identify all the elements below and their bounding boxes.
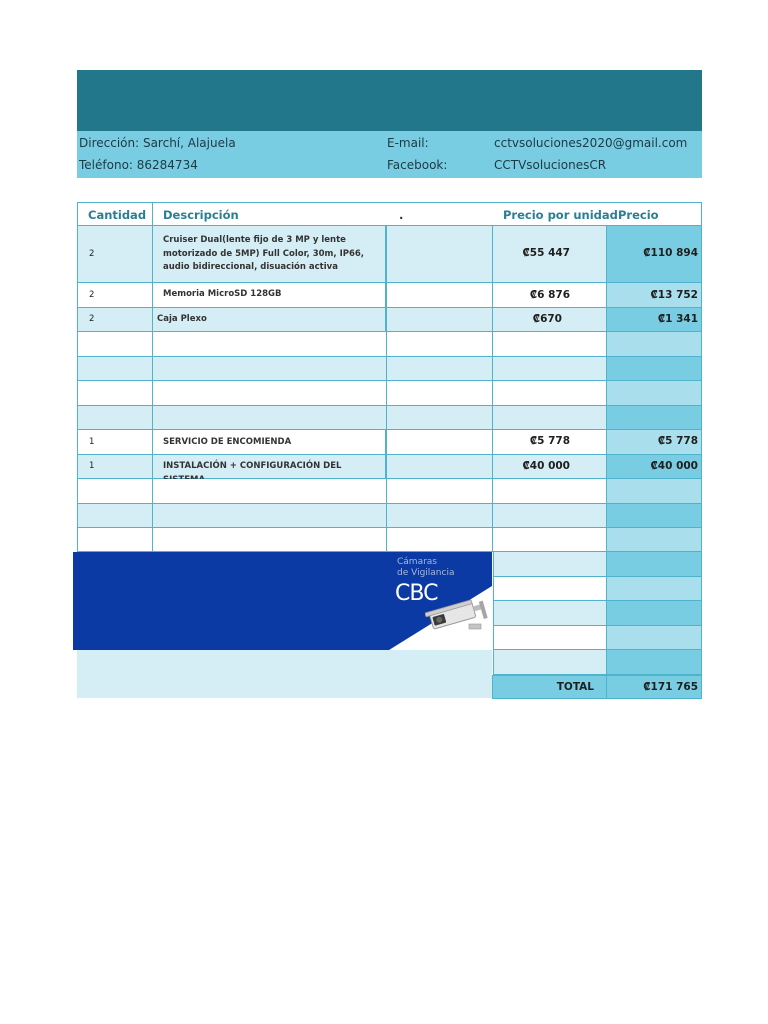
security-camera-icon (425, 592, 491, 640)
banner-line1: Cámaras (397, 557, 437, 567)
footer-notes-area (77, 650, 492, 698)
item-description: SERVICIO DE ENCOMIENDA (163, 437, 292, 447)
item-qty: 2 (89, 249, 95, 259)
item-unit-price: ₡55 447 (522, 247, 570, 259)
total-value: ₡171 765 (643, 681, 698, 693)
table-row (77, 430, 702, 455)
facebook-label: Facebook: (387, 158, 448, 172)
table-row (77, 283, 702, 308)
item-description: Memoria MicroSD 128GB (163, 289, 282, 299)
item-description: Caja Plexo (157, 314, 207, 324)
table-row-empty (77, 406, 702, 430)
email-label: E-mail: (387, 136, 429, 150)
item-price: ₡40 000 (650, 460, 698, 472)
item-description: Cruiser Dual(lente fijo de 3 MP y lente motorizado de 5MP) Full Color, 30m, IP66, audio bidireccional, disuación activa (163, 235, 365, 272)
item-unit-price: ₡5 778 (529, 435, 570, 447)
item-price: ₡110 894 (643, 247, 698, 259)
header-precio: Precio (618, 208, 659, 222)
total-label-cell (492, 675, 607, 699)
table-row-empty (77, 381, 702, 406)
table-row-empty (77, 357, 702, 381)
item-price: ₡13 752 (650, 289, 698, 301)
item-description: INSTALACIÓN + CONFIGURACIÓN DEL (163, 461, 342, 471)
total-value-cell (607, 675, 702, 699)
item-qty: 2 (89, 290, 95, 300)
item-qty: 1 (89, 461, 95, 471)
table-row-empty (77, 332, 702, 357)
total-label: TOTAL (556, 681, 594, 693)
header-precio-unidad: Precio por unidad (503, 208, 618, 222)
item-qty: 1 (89, 437, 95, 447)
item-price: ₡1 341 (657, 313, 698, 325)
banner-logo: CBC (395, 581, 438, 606)
item-unit-price: ₡6 876 (529, 289, 570, 301)
header-cantidad: Cantidad (88, 208, 147, 222)
table-row (77, 308, 702, 332)
table-row-empty (77, 528, 702, 552)
banner-line2: de Vigilancia (397, 568, 455, 578)
table-header-row (77, 202, 702, 226)
table-row (77, 455, 702, 479)
table-row-empty (77, 504, 702, 528)
item-qty: 2 (89, 314, 95, 324)
brand-banner (73, 552, 492, 650)
contact-band (77, 131, 702, 178)
header-band (77, 70, 702, 131)
phone-text: Teléfono: 86284734 (79, 158, 198, 172)
item-unit-price: ₡670 (532, 313, 562, 325)
header-descripcion: Descripción (163, 208, 239, 222)
header-dot: . (399, 208, 404, 222)
item-price: ₡5 778 (657, 435, 698, 447)
email-value[interactable]: cctvsoluciones2020@gmail.com (494, 136, 688, 150)
item-unit-price: ₡40 000 (522, 460, 570, 472)
address-text: Dirección: Sarchí, Alajuela (79, 136, 236, 150)
facebook-value[interactable]: CCTVsolucionesCR (494, 158, 607, 172)
table-row (77, 226, 702, 283)
table-row-empty (77, 479, 702, 504)
banner-subtitle (397, 557, 454, 579)
